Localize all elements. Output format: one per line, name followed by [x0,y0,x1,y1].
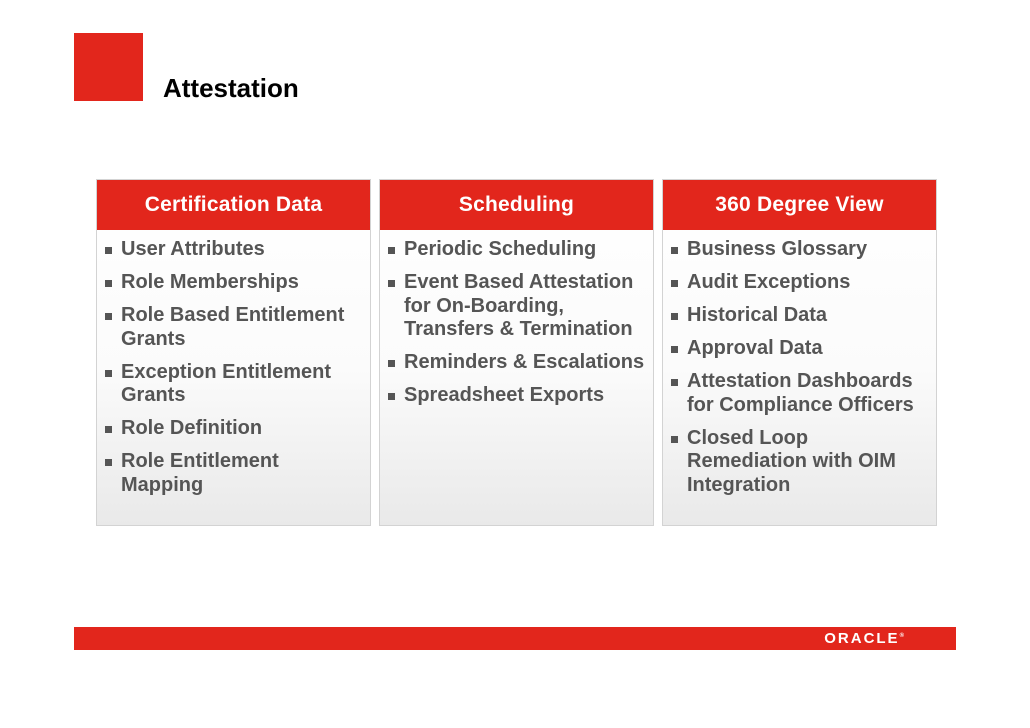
list-item-text: Event Based Attestation for On-Boarding, Transfers & Termination [404,271,634,340]
list-item-text: Role Memberships [121,271,299,293]
registered-mark: ® [899,633,904,639]
oracle-logo [824,630,904,647]
list-item-text: Role Based Entitlement Grants [121,304,345,350]
list-item-text: Spreadsheet Exports [404,384,605,406]
brand-square [74,33,143,101]
list-item-text: Audit Exceptions [687,271,851,293]
list-item [669,427,932,498]
list-item-text: Approval Data [687,337,823,359]
square-bullet-icon [671,436,678,443]
square-bullet-icon [671,313,678,320]
list-item-text: Role Definition [121,417,263,439]
square-bullet-icon [105,459,112,466]
list-item-text: Periodic Scheduling [404,238,597,260]
square-bullet-icon [105,280,112,287]
square-bullet-icon [671,280,678,287]
square-bullet-icon [388,393,395,400]
list-item-text: Business Glossary [687,238,868,260]
list-item [103,238,366,262]
list-item [103,417,366,441]
square-bullet-icon [105,426,112,433]
square-bullet-icon [105,313,112,320]
square-bullet-icon [388,280,395,287]
bullet-list [97,230,370,497]
square-bullet-icon [671,247,678,254]
column-heading: Scheduling [380,180,653,230]
square-bullet-icon [388,360,395,367]
square-bullet-icon [105,370,112,377]
square-bullet-icon [388,247,395,254]
column-heading: 360 Degree View [663,180,936,230]
list-item-text: Reminders & Escalations [404,351,645,373]
list-item [386,384,649,408]
list-item-text: User Attributes [121,238,265,260]
list-item-text: Exception Entitlement Grants [121,360,332,406]
slide-title: Attestation [163,73,299,103]
list-item [386,238,649,262]
list-item [103,361,366,408]
list-item-text: Role Entitlement Mapping [121,450,279,496]
list-item-text: Historical Data [687,304,828,326]
list-item [669,304,932,328]
list-item [669,238,932,262]
column-360-degree-view [662,179,937,526]
oracle-logo-text: ORACLE [824,630,900,647]
list-item-text: Closed Loop Remediation with OIM Integration [687,426,896,496]
column-certification-data [96,179,371,526]
list-item [103,271,366,295]
column-scheduling [379,179,654,526]
list-item [103,304,366,351]
list-item-text: Attestation Dashboards for Compliance Officers [687,370,914,416]
square-bullet-icon [105,247,112,254]
list-item [669,370,932,417]
bullet-list [380,230,653,408]
list-item [386,271,649,342]
footer-bar [74,627,956,650]
list-item [386,351,649,375]
column-heading: Certification Data [97,180,370,230]
square-bullet-icon [671,379,678,386]
bullet-list [663,230,936,497]
list-item [669,271,932,295]
square-bullet-icon [671,346,678,353]
list-item [669,337,932,361]
list-item [103,450,366,497]
